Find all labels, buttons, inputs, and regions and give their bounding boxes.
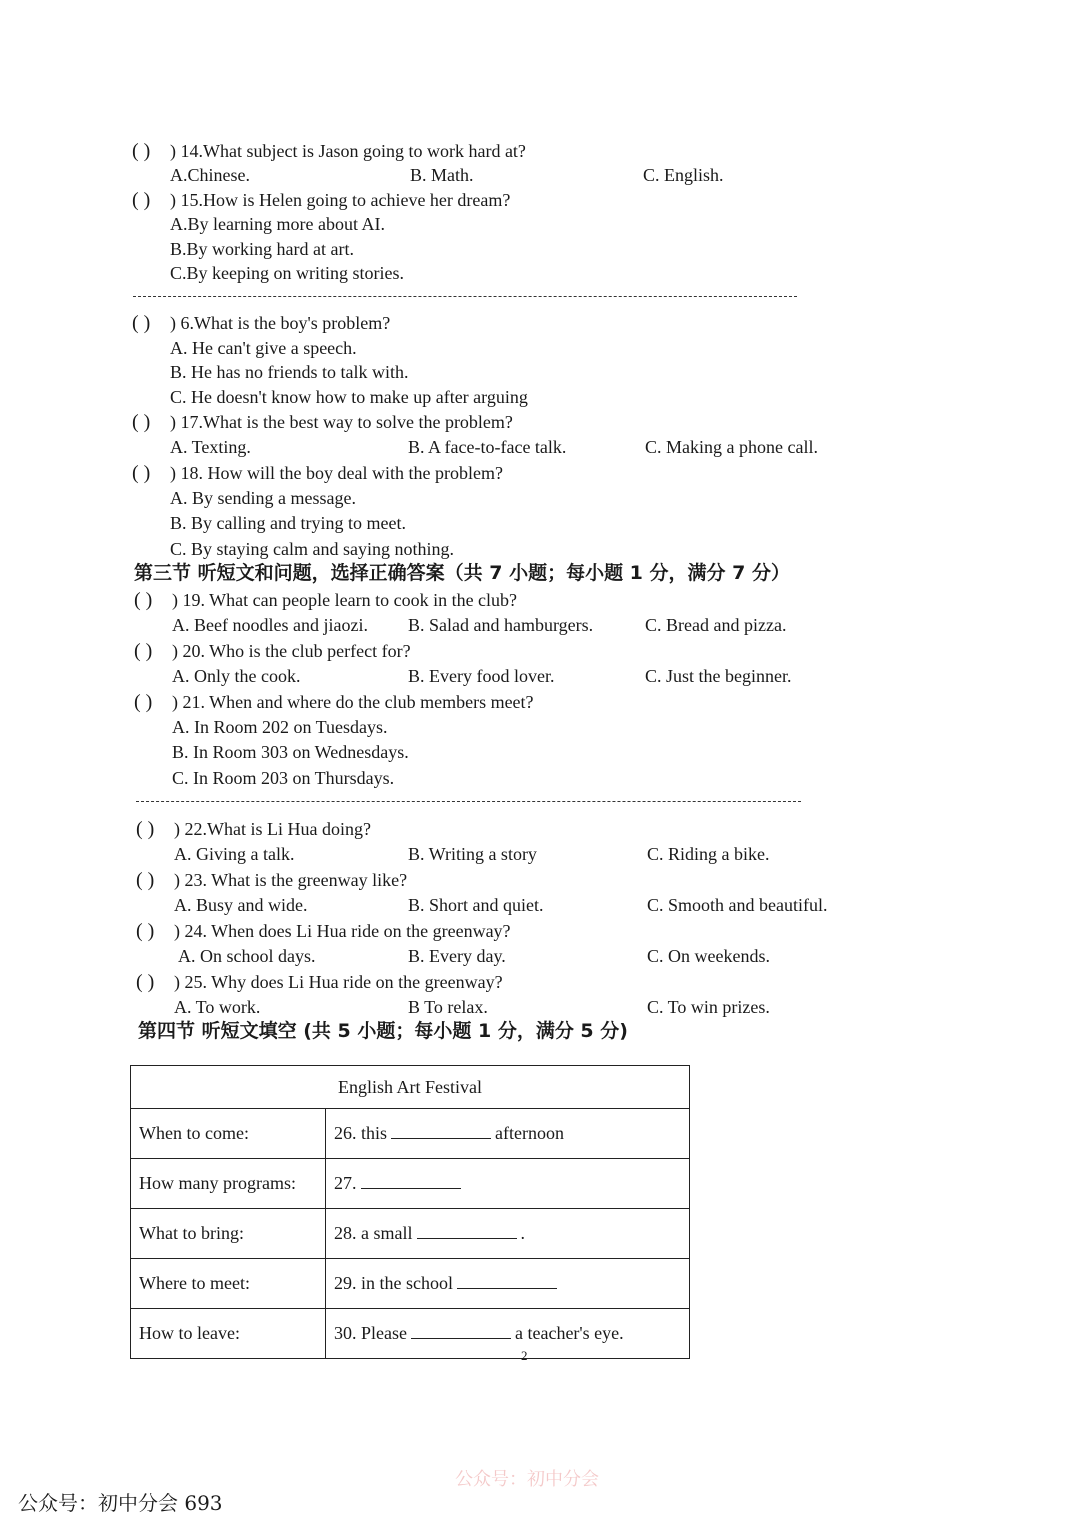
q22-option-b: B. Writing a story <box>408 844 537 864</box>
table-row <box>131 1259 690 1309</box>
q17-option-a: A. Texting. <box>170 437 251 457</box>
question-20-stem: ) 20. Who is the club perfect for? <box>172 641 411 661</box>
q21-option-a: A. In Room 202 on Tuesdays. <box>172 717 388 737</box>
section-divider <box>133 296 797 297</box>
q22-option-a: A. Giving a talk. <box>174 844 295 864</box>
q15-option-b: B.By working hard at art. <box>170 239 354 259</box>
row-label: How many programs: <box>131 1159 326 1209</box>
row-label: What to bring: <box>131 1209 326 1259</box>
section-4-heading: 第四节 听短文填空 (共 5 小题；每小题 1 分，满分 5 分) <box>138 1020 628 1042</box>
answer-paren: ( ) <box>132 462 151 484</box>
row-label: When to come: <box>131 1109 326 1159</box>
q23-option-b: B. Short and quiet. <box>408 895 544 915</box>
q20-option-a: A. Only the cook. <box>172 666 301 686</box>
row-answer: 26. this afternoon <box>326 1109 690 1159</box>
table-title: English Art Festival <box>131 1066 690 1109</box>
question-22-stem: ) 22.What is Li Hua doing? <box>174 819 371 839</box>
question-16-stem: ) 6.What is the boy's problem? <box>170 313 391 333</box>
answer-paren: ( ) <box>134 589 153 611</box>
watermark: 公众号：初中分会 <box>455 1469 599 1490</box>
q20-option-c: C. Just the beginner. <box>645 666 792 686</box>
q25-option-a: A. To work. <box>174 997 261 1017</box>
row-answer: 28. a small . <box>326 1209 690 1259</box>
q19-option-b: B. Salad and hamburgers. <box>408 615 594 635</box>
q22-option-c: C. Riding a bike. <box>647 844 770 864</box>
q16-option-b: B. He has no friends to talk with. <box>170 362 409 382</box>
q24-option-c: C. On weekends. <box>647 946 770 966</box>
q17-option-b: B. A face-to-face talk. <box>408 437 567 457</box>
q16-option-c: C. He doesn't know how to make up after arguing <box>170 387 528 407</box>
answer-paren: ( ) <box>132 411 151 433</box>
q18-option-c: C. By staying calm and saying nothing. <box>170 539 454 559</box>
q14-option-c: C. English. <box>643 165 724 185</box>
q20-option-b: B. Every food lover. <box>408 666 555 686</box>
section-divider <box>136 801 801 802</box>
row-label: How to leave: <box>131 1309 326 1359</box>
row-answer: 27. <box>326 1159 690 1209</box>
row-answer: 29. in the school <box>326 1259 690 1309</box>
section-3-heading: 第三节 听短文和问题，选择正确答案（共 7 小题；每小题 1 分，满分 7 分） <box>134 562 790 584</box>
q25-option-c: C. To win prizes. <box>647 997 770 1017</box>
question-17-stem: ) 17.What is the best way to solve the problem? <box>170 412 513 432</box>
question-18-stem: ) 18. How will the boy deal with the problem? <box>170 463 503 483</box>
q19-option-c: C. Bread and pizza. <box>645 615 787 635</box>
q24-option-a: A. On school days. <box>178 946 316 966</box>
q18-option-b: B. By calling and trying to meet. <box>170 513 406 533</box>
q23-option-c: C. Smooth and beautiful. <box>647 895 828 915</box>
question-23-stem: ) 23. What is the greenway like? <box>174 870 408 890</box>
answer-blank[interactable] <box>361 1187 461 1189</box>
festival-table <box>130 1065 690 1359</box>
footer-caption: 公众号：初中分会 693 <box>18 1491 223 1515</box>
q21-option-b: B. In Room 303 on Wednesdays. <box>172 742 409 762</box>
q14-option-b: B. Math. <box>410 165 474 185</box>
q15-option-c: C.By keeping on writing stories. <box>170 263 404 283</box>
q25-option-b: B To relax. <box>408 997 488 1017</box>
answer-blank[interactable] <box>457 1287 557 1289</box>
answer-blank[interactable] <box>391 1137 491 1139</box>
answer-paren: ( ) <box>132 140 151 162</box>
answer-blank[interactable] <box>411 1337 511 1339</box>
row-answer: 30. Please a teacher's eye. <box>326 1309 690 1359</box>
answer-paren: ( ) <box>132 312 151 334</box>
q24-option-b: B. Every day. <box>408 946 506 966</box>
answer-blank[interactable] <box>417 1237 517 1239</box>
table-row <box>131 1159 690 1209</box>
q21-option-c: C. In Room 203 on Thursdays. <box>172 768 395 788</box>
q14-option-a: A.Chinese. <box>170 165 250 185</box>
q19-option-a: A. Beef noodles and jiaozi. <box>172 615 368 635</box>
answer-paren: ( ) <box>136 971 155 993</box>
table-row <box>131 1109 690 1159</box>
question-24-stem: ) 24. When does Li Hua ride on the greenway? <box>174 921 511 941</box>
table-row <box>131 1209 690 1259</box>
q16-option-a: A. He can't give a speech. <box>170 338 357 358</box>
question-21-stem: ) 21. When and where do the club members meet? <box>172 692 534 712</box>
row-label: Where to meet: <box>131 1259 326 1309</box>
question-19-stem: ) 19. What can people learn to cook in the club? <box>172 590 518 610</box>
question-15-stem: ) 15.How is Helen going to achieve her dream? <box>170 190 511 210</box>
q23-option-a: A. Busy and wide. <box>174 895 308 915</box>
q15-option-a: A.By learning more about AI. <box>170 214 385 234</box>
question-14-stem: ) 14.What subject is Jason going to work hard at? <box>170 141 526 161</box>
answer-paren: ( ) <box>136 818 155 840</box>
question-25-stem: ) 25. Why does Li Hua ride on the greenway? <box>174 972 503 992</box>
answer-paren: ( ) <box>132 189 151 211</box>
table-row <box>131 1309 690 1359</box>
q18-option-a: A. By sending a message. <box>170 488 356 508</box>
page-number: 2 <box>521 1348 528 1363</box>
answer-paren: ( ) <box>134 691 153 713</box>
answer-paren: ( ) <box>136 920 155 942</box>
q17-option-c: C. Making a phone call. <box>645 437 818 457</box>
answer-paren: ( ) <box>136 869 155 891</box>
answer-paren: ( ) <box>134 640 153 662</box>
